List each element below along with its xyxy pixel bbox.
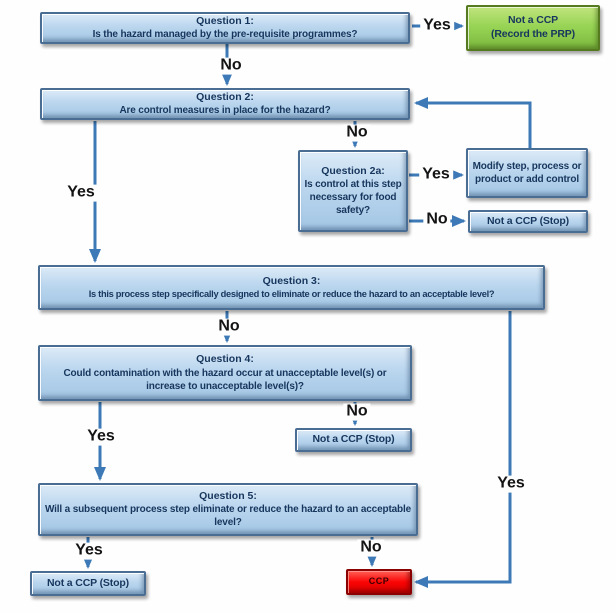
- question-2-text: Are control measures in place for the hazard?: [119, 105, 331, 117]
- label-q4-no: No: [343, 404, 370, 421]
- question-3-box: [38, 265, 545, 310]
- question-5-box: [38, 483, 418, 536]
- label-q3-yes: Yes: [494, 476, 528, 493]
- label-q1-yes: Yes: [420, 18, 454, 35]
- question-3-title: Question 3:: [262, 274, 321, 287]
- question-4-title: Question 4:: [196, 353, 254, 366]
- label-q4-yes: Yes: [84, 429, 118, 446]
- label-q5-yes: Yes: [72, 543, 106, 560]
- question-2-box: [40, 88, 410, 120]
- not-a-ccp-stop-box-1: [468, 210, 588, 233]
- label-q2-no: No: [343, 125, 370, 142]
- modify-step-text: Modify step, process or product or add control: [472, 161, 582, 185]
- ccp-box: [346, 569, 412, 595]
- modify-step-box: [466, 148, 588, 198]
- question-1-text: Is the hazard managed by the pre-requisite programmes?: [92, 29, 358, 41]
- question-1-title: Question 1:: [196, 14, 254, 27]
- question-1-box: [40, 12, 410, 44]
- question-2a-box: [298, 150, 408, 232]
- label-q2a-no: No: [423, 212, 450, 229]
- label-q2-yes: Yes: [64, 185, 98, 202]
- not-a-ccp-stop-box-3: [30, 571, 146, 596]
- not-a-ccp-stop-text-1: Not a CCP (Stop): [487, 214, 569, 227]
- label-q2a-yes: Yes: [419, 167, 453, 184]
- question-3-text: Is this process step specifically designed to eliminate or reduce the hazard to an acceptable level?: [88, 289, 495, 300]
- question-2-title: Question 2:: [196, 90, 254, 103]
- prp-line-2: (Record the PRP): [491, 28, 575, 40]
- question-5-title: Question 5:: [199, 489, 257, 502]
- question-2a-text: Is control at this step necessary for food safety?: [304, 179, 402, 217]
- ccp-text: CCP: [368, 576, 390, 587]
- arrow-modify-loop-to-q2: [416, 103, 530, 148]
- label-q1-no: No: [217, 58, 244, 75]
- label-q3-no: No: [215, 319, 242, 336]
- not-a-ccp-stop-text-2: Not a CCP (Stop): [312, 433, 395, 446]
- label-q5-no: No: [357, 540, 384, 557]
- question-5-text: Will a subsequent process step eliminate or reduce the hazard to an acceptable level?: [44, 504, 412, 529]
- question-4-text: Could contamination with the hazard occur at unacceptable level(s) or increase to unacceptable level(s)?: [63, 367, 387, 392]
- question-4-box: [38, 345, 412, 401]
- prp-line-1: Not a CCP: [508, 14, 558, 27]
- question-2a-title: Question 2a:: [321, 164, 385, 177]
- not-a-ccp-record-prp-box: [466, 5, 600, 51]
- arrow-q3-yes-to-ccp: [416, 311, 510, 582]
- not-a-ccp-stop-text-3: Not a CCP (Stop): [47, 576, 129, 589]
- not-a-ccp-stop-box-2: [295, 428, 412, 452]
